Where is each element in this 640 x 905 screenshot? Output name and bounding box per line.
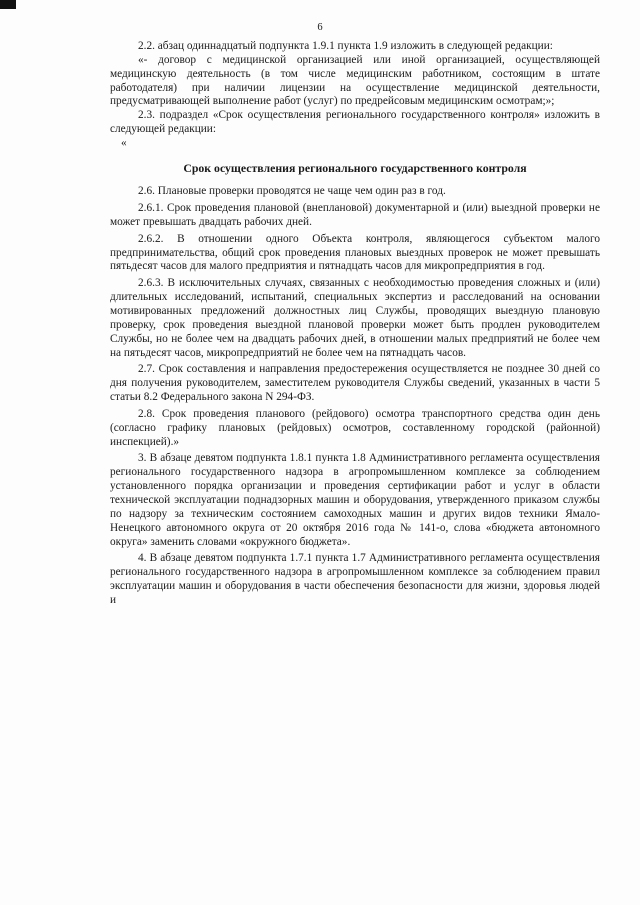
paragraph-2-6-1: 2.6.1. Срок проведения плановой (внеплановой) документарной и (или) выездной проверки не может превышать двадцать рабочих дней. bbox=[110, 202, 600, 228]
page-number: 6 bbox=[317, 22, 323, 33]
paragraph-2-7: 2.7. Срок составления и направления предостережения осуществляется не позднее 30 дней со дня получения руководителем, заместителем руководителя Службы сведений, указанных в части 5 статьи 8.2 Федерального закона N 294-ФЗ. bbox=[110, 363, 600, 404]
section-title: Срок осуществления регионального государственного контроля bbox=[183, 160, 527, 175]
opening-quote: « bbox=[121, 136, 127, 149]
paragraph-4: 4. В абзаце девятом подпункта 1.7.1 пункта 1.7 Административного регламента осуществления регионального государственного надзора в агропромышленном комплексе за соблюдением правил эксплуатации машин и оборудования в части обеспечения безопасности для жизни, здоровья людей и bbox=[110, 552, 600, 606]
paragraph-3: 3. В абзаце девятом подпункта 1.8.1 пункта 1.8 Административного регламента осуществления регионального государственного надзора в агропромышленном комплексе за соблюдением установленного порядка организации и проведения сертификации работ и услуг в области технической эксплуатации поднадзорных машин и оборудования, утвержденного приказом службы по надзору за техническим состоянием самоходных машин и других видов техники Ямало-Ненецкого автономного округа от 20 октября 2016 года № 141-о, слова «бюджета автономного округа» заменить словами «окружного бюджета». bbox=[110, 452, 600, 548]
paragraph-2-6-3: 2.6.3. В исключительных случаях, связанных с необходимостью проведения сложных и (или) длительных исследований, испытаний, специальных экспертиз и расследований на основании мотивированных предложений должностных лиц Службы, проводящих выездную плановую проверку, срок проведения выездной плановой проверки может быть продлен руководителем Службы, но не более чем на двадцать рабочих дней, в отношении малых предприятий не более чем на пятьдесят часов, микропредприятий не более чем на пятнадцать часов. bbox=[110, 277, 600, 359]
paragraph-2-6: 2.6. Плановые проверки проводятся не чаще чем один раз в год. bbox=[138, 185, 446, 198]
paragraph-contract-quote: «- договор с медицинской организацией или иной организацией, осуществляющей медицинскую деятельность (в том числе медицинским работником, состоящим в штате работодателя) при наличии лицензии на осуществление медицинской деятельности, предусматривающей выполнение работ (услуг) по предрейсовым медицинским осмотрам;»; bbox=[110, 53, 600, 108]
paragraph-2-8: 2.8. Срок проведения планового (рейдового) осмотра транспортного средства один день (согласно графику плановых (рейдовых) осмотров, составленному городской (районной) инспекцией).» bbox=[110, 407, 600, 448]
document-body bbox=[110, 40, 600, 608]
paragraph-2-3: 2.3. подраздел «Срок осуществления регионального государственного контроля» изложить в следующей редакции: bbox=[110, 109, 600, 136]
paragraph-2-2: 2.2. абзац одиннадцатый подпункта 1.9.1 пункта 1.9 изложить в следующей редакции: bbox=[138, 40, 553, 52]
scan-corner-mark bbox=[0, 0, 16, 9]
paragraph-2-6-2: 2.6.2. В отношении одного Объекта контроля, являющегося субъектом малого предпринимательства, общий срок проведения плановых выездных проверок не может превышать пятьдесят часов для малого предприятия и пятнадцать часов для микропредприятия в год. bbox=[110, 232, 600, 273]
